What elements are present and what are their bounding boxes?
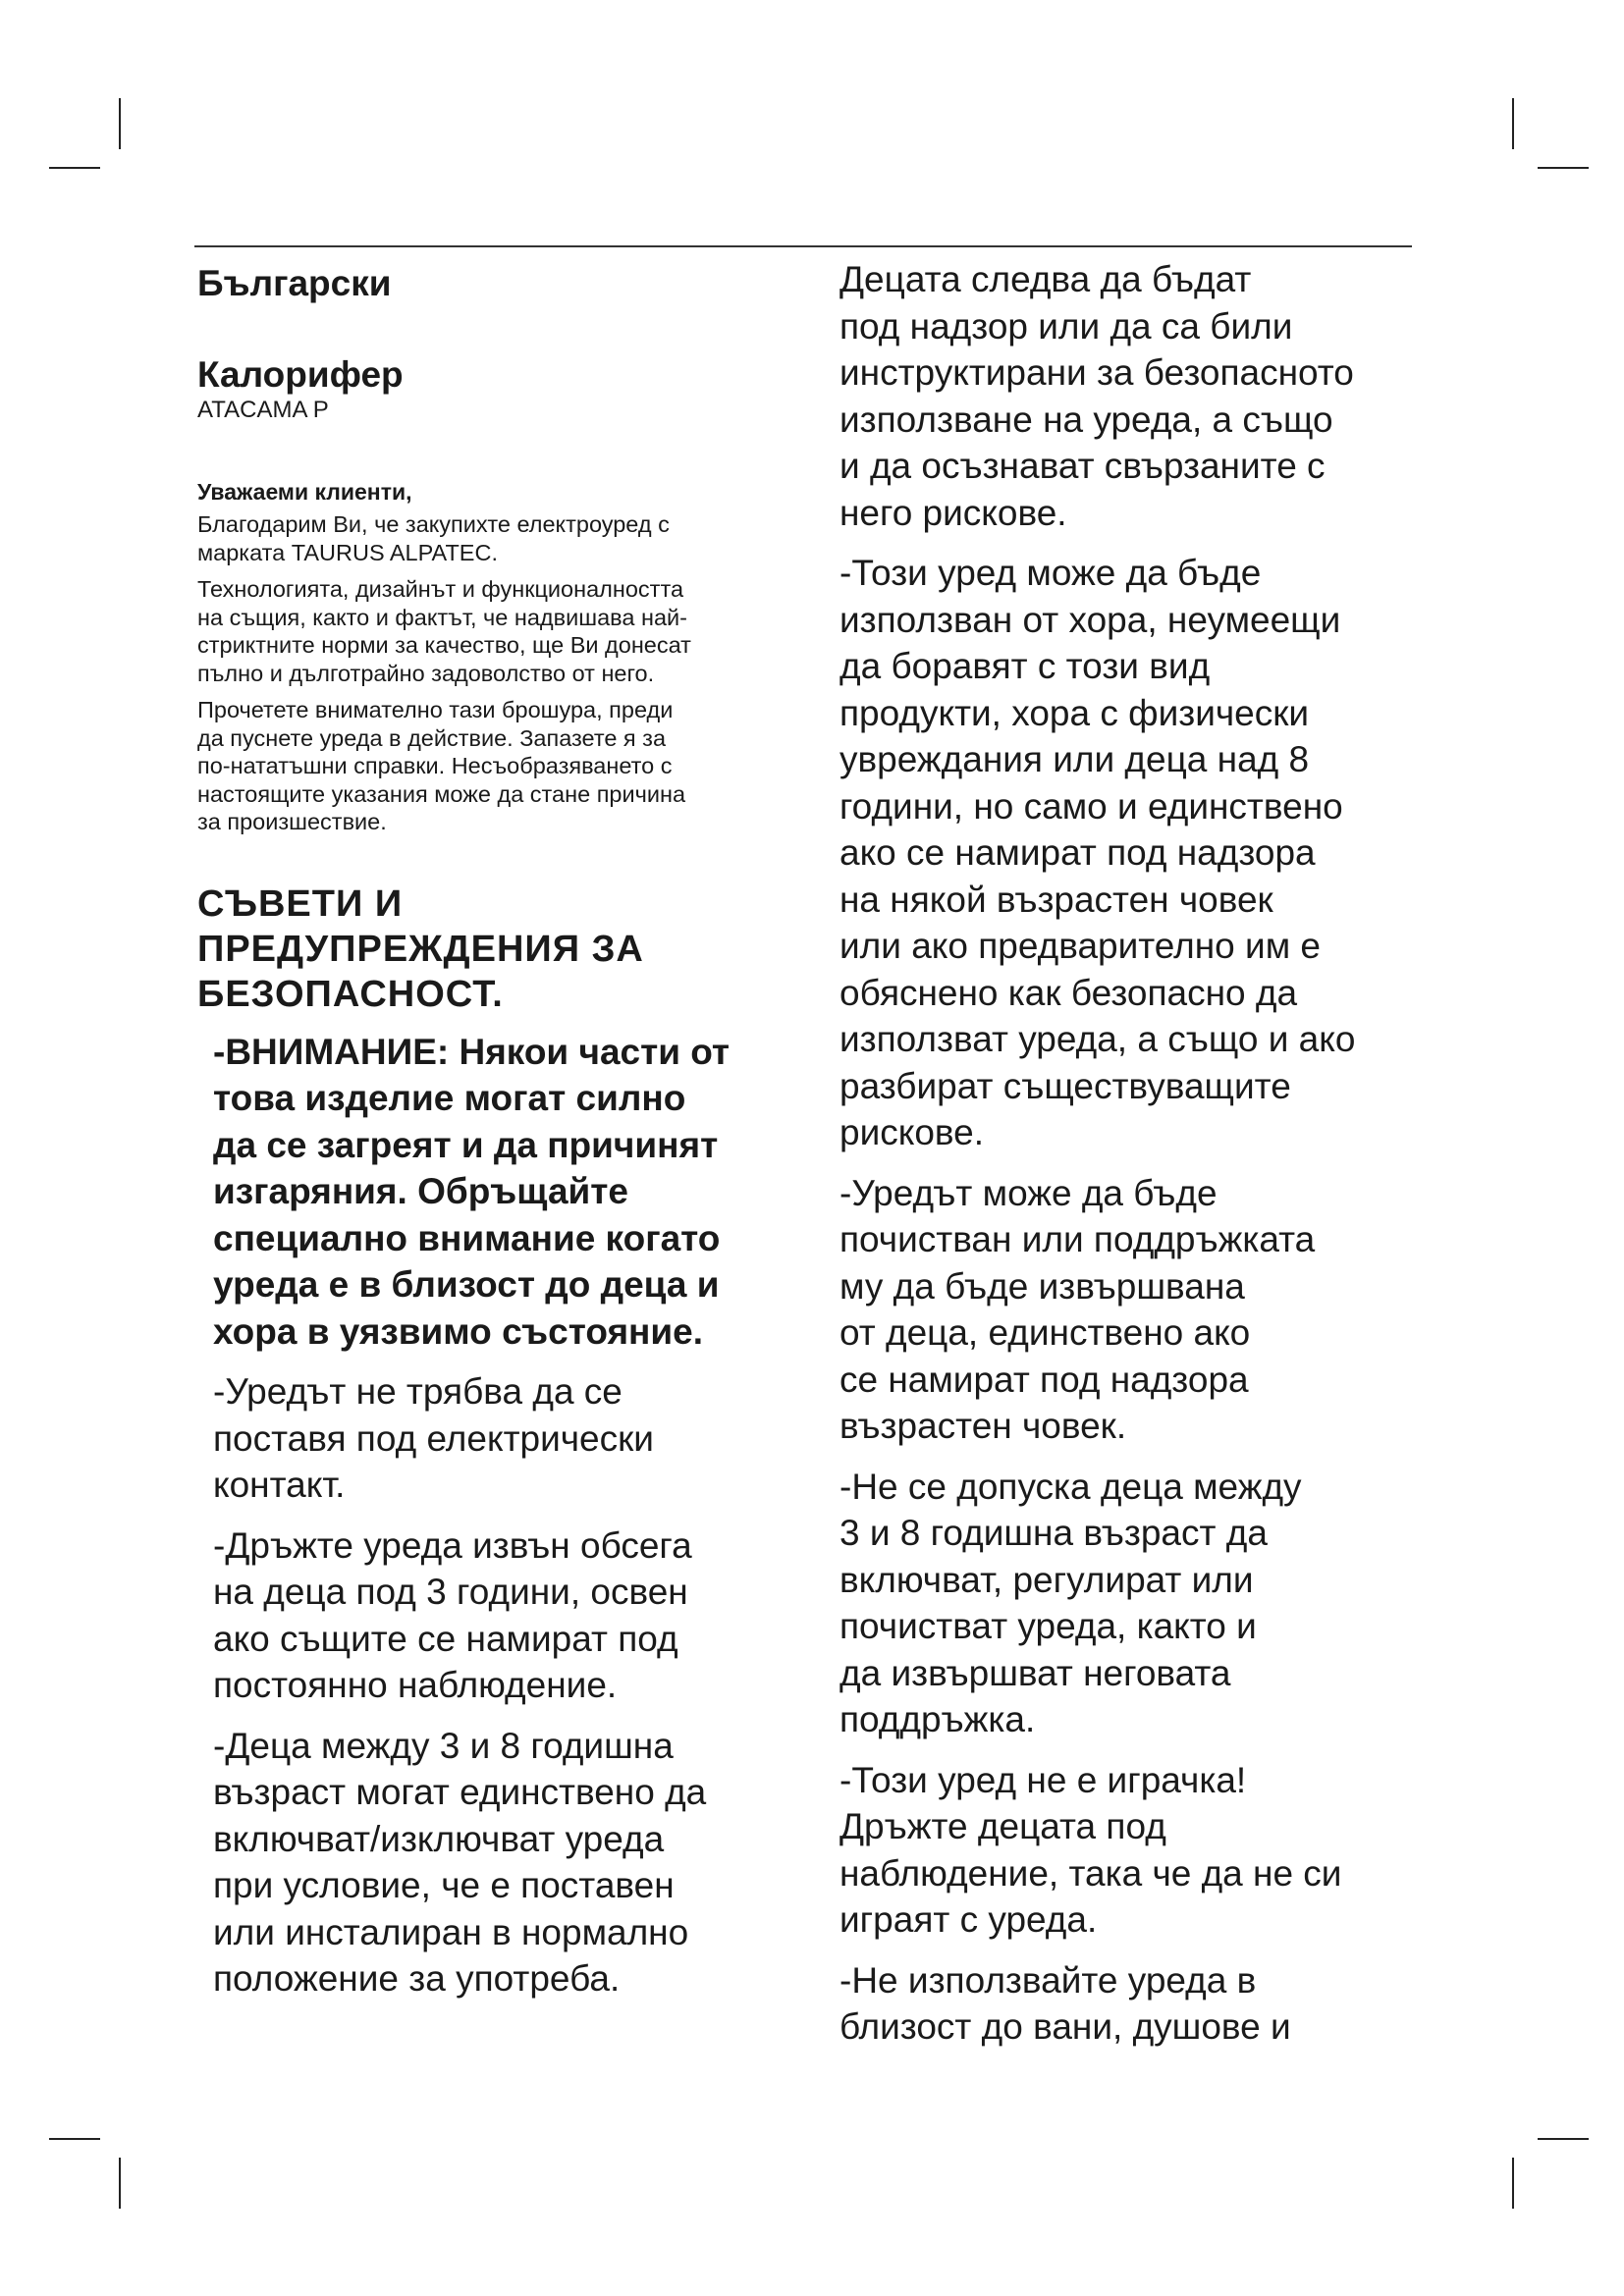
model-name: ATACAMA P <box>197 397 329 423</box>
crop-mark <box>49 2138 100 2140</box>
crop-mark <box>1512 98 1514 149</box>
intro-paragraph: Технологията, дизайнът и функционалността на същия, както и фактът, че надвишава най- стриктните норми за качество, ще Ви донесат пълно и дълготрайно задоволство от него. <box>197 576 691 686</box>
right-column <box>839 257 1429 2064</box>
warning-item: -Уредът може да бъде почистван или поддръжката му да бъде извършвана от деца, единствено ако се намират под надзора възрастен човек. <box>839 1172 1316 1446</box>
header-rule <box>194 245 1412 247</box>
intro-paragraph: Благодарим Ви, че закупихте електроуред с марката TAURUS ALPATEC. <box>197 511 670 565</box>
warning-item: -Не се допуска деца между 3 и 8 годишна възраст да включват, регулират или почистват уреда, както и да извършват неговата поддръжка. <box>839 1466 1302 1739</box>
safety-heading: СЪВЕТИ И ПРЕДУПРЕЖДЕНИЯ ЗА БЕЗОПАСНОСТ. <box>197 882 644 1015</box>
language-title: Български <box>197 263 392 303</box>
greeting: Уважаеми клиенти, <box>197 479 412 505</box>
crop-mark <box>1538 167 1589 169</box>
intro-paragraph: Прочетете внимателно тази брошура, преди да пуснете уреда в действие. Запазете я за по-нататъшни справки. Несъобразяването с настоящите указания може да стане причина за произшествие. <box>197 697 686 834</box>
crop-mark <box>49 167 100 169</box>
crop-mark <box>1512 2158 1514 2209</box>
warning-item: -Този уред не е играчка! Дръжте децата под наблюдение, така че да не си играят с уреда. <box>839 1759 1342 1940</box>
warning-item: -Уредът не трябва да се поставя под електрически контакт. <box>213 1371 654 1505</box>
warning-item: -Не използвайте уреда в близост до вани, душове и <box>839 1959 1291 2047</box>
warning-item: -Деца между 3 и 8 годишна възраст могат единствено да включват/изключват уреда при условие, че е поставен или инсталиран в нормално положение за употреба. <box>213 1725 707 1999</box>
left-column <box>197 257 806 2016</box>
warning-item: Децата следва да бъдат под надзор или да са били инструктирани за безопасното използване на уреда, а също и да осъзнават свързаните с него рискове. <box>839 259 1354 533</box>
warning-item: -ВНИМАНИЕ: Някои части от това изделие могат силно да се загреят и да причинят изгаряния. Обръщайте специално внимание когато уреда е в близост до деца и хора в уязвимо състояние. <box>213 1031 731 1352</box>
crop-mark <box>119 2158 121 2209</box>
crop-mark <box>119 98 121 149</box>
crop-mark <box>1538 2138 1589 2140</box>
warning-item: -Този уред може да бъде използван от хора, неумеещи да боравят с този вид продукти, хора с физически увреждания или деца над 8 години, но само и единствено ако се намират под надзора на някой възрастен човек или ако предварително им е обяснено как безопасно да използват уреда, а също и ако разбират съществуващите рискове. <box>839 553 1356 1152</box>
product-title: Калорифер <box>197 354 404 395</box>
warning-item: -Дръжте уреда извън обсега на деца под 3 години, освен ако същите се намират под постоянно наблюдение. <box>213 1524 692 1705</box>
